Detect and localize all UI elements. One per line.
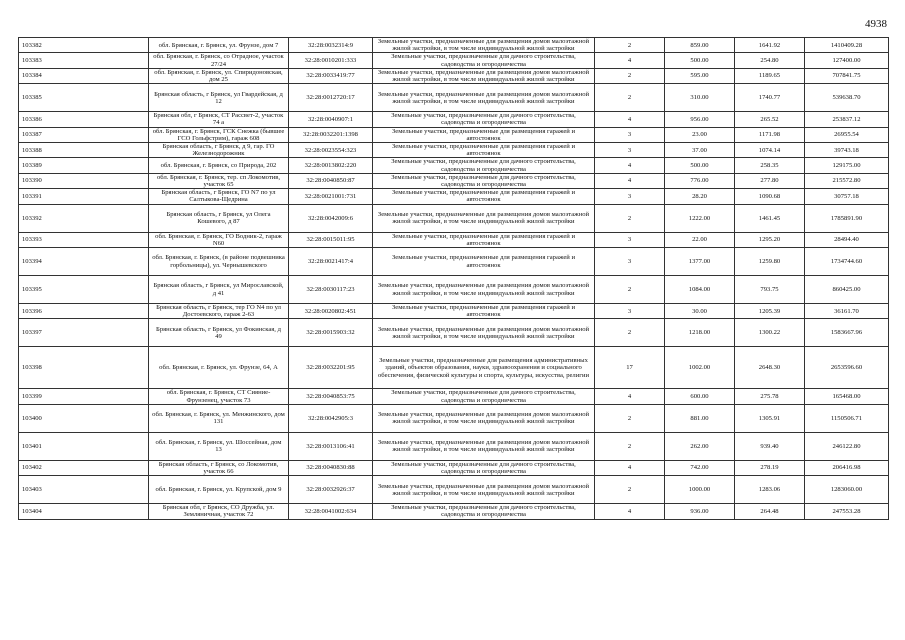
area-cell: 776.00	[665, 173, 735, 188]
specific-value-cell: 277.80	[735, 173, 805, 188]
group-number-cell: 2	[595, 68, 665, 83]
land-use-cell: Земельные участки, предназначенные для размещения гаражей и автостоянок	[373, 304, 595, 319]
area-cell: 37.00	[665, 143, 735, 158]
table-row	[19, 173, 889, 188]
cadastral-number-cell: 32:28:0040830:88	[289, 460, 373, 475]
area-cell: 595.00	[665, 68, 735, 83]
area-cell: 1002.00	[665, 347, 735, 389]
record-id-cell: 103400	[19, 404, 149, 432]
area-cell: 28.20	[665, 189, 735, 204]
table-row	[19, 127, 889, 142]
table-row	[19, 189, 889, 204]
cadastral-number-cell: 32:28:0021417:4	[289, 248, 373, 276]
table-row	[19, 248, 889, 276]
area-cell: 742.00	[665, 460, 735, 475]
cadastral-value-cell: 1785891.90	[805, 204, 889, 232]
specific-value-cell: 793.75	[735, 276, 805, 304]
record-id-cell: 103393	[19, 232, 149, 247]
group-number-cell: 3	[595, 248, 665, 276]
group-number-cell: 2	[595, 84, 665, 112]
address-cell: обл. Брянская, г. Брянск, ул. Фрунзе, 64, А	[149, 347, 289, 389]
group-number-cell: 4	[595, 389, 665, 404]
group-number-cell: 2	[595, 276, 665, 304]
area-cell: 600.00	[665, 389, 735, 404]
record-id-cell: 103394	[19, 248, 149, 276]
record-id-cell: 103402	[19, 460, 149, 475]
land-use-cell: Земельные участки, предназначенные для размещения домов малоэтажной жилой застройки, в том числе индивидуальной жилой застройки	[373, 319, 595, 347]
table-row	[19, 504, 889, 519]
land-use-cell: Земельные участки, предназначенные для размещения гаражей и автостоянок	[373, 127, 595, 142]
specific-value-cell: 1283.06	[735, 476, 805, 504]
cadastral-number-cell: 32:28:0041002:634	[289, 504, 373, 519]
group-number-cell: 4	[595, 460, 665, 475]
specific-value-cell: 1300.22	[735, 319, 805, 347]
land-use-cell: Земельные участки, предназначенные для размещения домов малоэтажной жилой застройки, в том числе индивидуальной жилой застройки	[373, 38, 595, 53]
area-cell: 500.00	[665, 158, 735, 173]
record-id-cell: 103388	[19, 143, 149, 158]
cadastral-value-cell: 246122.80	[805, 432, 889, 460]
cadastral-number-cell: 32:28:0021001:731	[289, 189, 373, 204]
cadastral-value-cell: 860425.00	[805, 276, 889, 304]
cadastral-number-cell: 32:28:0013106:41	[289, 432, 373, 460]
land-use-cell: Земельные участки, предназначенные для дачного строительства, садоводства и огородничества	[373, 389, 595, 404]
land-use-cell: Земельные участки, предназначенные для размещения домов малоэтажной жилой застройки, в том числе индивидуальной жилой застройки	[373, 476, 595, 504]
land-use-cell: Земельные участки, предназначенные для дачного строительства, садоводства и огородничества	[373, 112, 595, 127]
cadastral-value-cell: 1150506.71	[805, 404, 889, 432]
table-row	[19, 38, 889, 53]
specific-value-cell: 939.40	[735, 432, 805, 460]
cadastral-value-cell: 36161.70	[805, 304, 889, 319]
cadastral-value-cell: 28494.40	[805, 232, 889, 247]
group-number-cell: 3	[595, 304, 665, 319]
cadastral-value-cell: 39743.18	[805, 143, 889, 158]
cadastral-number-cell: 32:28:0015903:32	[289, 319, 373, 347]
specific-value-cell: 275.78	[735, 389, 805, 404]
address-cell: Брянская обл, г Брянск, СТ Рассвет-2, участок 74 а	[149, 112, 289, 127]
area-cell: 500.00	[665, 53, 735, 68]
cadastral-value-cell: 129175.00	[805, 158, 889, 173]
specific-value-cell: 258.35	[735, 158, 805, 173]
group-number-cell: 4	[595, 158, 665, 173]
record-id-cell: 103395	[19, 276, 149, 304]
area-cell: 1377.00	[665, 248, 735, 276]
land-use-cell: Земельные участки, предназначенные для дачного строительства, садоводства и огородничества	[373, 53, 595, 68]
group-number-cell: 2	[595, 204, 665, 232]
cadastral-value-cell: 2653596.60	[805, 347, 889, 389]
record-id-cell: 103401	[19, 432, 149, 460]
address-cell: обл. Брянская, г. Брянск, ул. Крупской, дом 9	[149, 476, 289, 504]
specific-value-cell: 1205.39	[735, 304, 805, 319]
land-use-cell: Земельные участки, предназначенные для размещения домов малоэтажной жилой застройки, в том числе индивидуальной жилой застройки	[373, 68, 595, 83]
area-cell: 859.00	[665, 38, 735, 53]
group-number-cell: 3	[595, 232, 665, 247]
record-id-cell: 103392	[19, 204, 149, 232]
area-cell: 1000.00	[665, 476, 735, 504]
record-id-cell: 103389	[19, 158, 149, 173]
cadastral-value-cell: 1583667.96	[805, 319, 889, 347]
cadastral-value-cell: 1283060.00	[805, 476, 889, 504]
specific-value-cell: 1171.98	[735, 127, 805, 142]
table-row	[19, 143, 889, 158]
record-id-cell: 103382	[19, 38, 149, 53]
cadastral-number-cell: 32:28:0042905:3	[289, 404, 373, 432]
group-number-cell: 4	[595, 53, 665, 68]
cadastral-number-cell: 32:28:0040850:87	[289, 173, 373, 188]
specific-value-cell: 1305.91	[735, 404, 805, 432]
record-id-cell: 103404	[19, 504, 149, 519]
address-cell: Брянская область, г Брянск, ул Олега Кошевого, д 87	[149, 204, 289, 232]
record-id-cell: 103398	[19, 347, 149, 389]
area-cell: 1222.00	[665, 204, 735, 232]
table-row	[19, 158, 889, 173]
cadastral-number-cell: 32:28:0012720:17	[289, 84, 373, 112]
address-cell: обл. Брянская, г. Брянск, ул. Фрунзе, дом 7	[149, 38, 289, 53]
land-use-cell: Земельные участки, предназначенные для размещения административных зданий, объектов образования, науки, здравоохранения и социального обеспечения, физической культуры и спорта, культуры, искусства, религии	[373, 347, 595, 389]
land-use-cell: Земельные участки, предназначенные для дачного строительства, садоводства и огородничества	[373, 173, 595, 188]
land-use-cell: Земельные участки, предназначенные для размещения гаражей и автостоянок	[373, 189, 595, 204]
cadastral-value-cell: 1410409.28	[805, 38, 889, 53]
land-use-cell: Земельные участки, предназначенные для размещения гаражей и автостоянок	[373, 143, 595, 158]
table-body	[19, 38, 889, 520]
cadastral-number-cell: 32:28:0033419:77	[289, 68, 373, 83]
specific-value-cell: 1461.45	[735, 204, 805, 232]
area-cell: 1218.00	[665, 319, 735, 347]
area-cell: 936.00	[665, 504, 735, 519]
cadastral-value-cell: 165468.00	[805, 389, 889, 404]
table-row	[19, 476, 889, 504]
cadastral-value-cell: 253837.12	[805, 112, 889, 127]
cadastral-value-cell: 206416.98	[805, 460, 889, 475]
address-cell: обл. Брянская, г. Брянск, со Природа, 202	[149, 158, 289, 173]
group-number-cell: 3	[595, 127, 665, 142]
area-cell: 23.00	[665, 127, 735, 142]
specific-value-cell: 265.52	[735, 112, 805, 127]
group-number-cell: 2	[595, 476, 665, 504]
address-cell: Брянская область, г Брянск, со Локомотив, участок 66	[149, 460, 289, 475]
land-use-cell: Земельные участки, предназначенные для дачного строительства, садоводства и огородничества	[373, 504, 595, 519]
table-row	[19, 404, 889, 432]
specific-value-cell: 1189.65	[735, 68, 805, 83]
table-row	[19, 204, 889, 232]
group-number-cell: 3	[595, 143, 665, 158]
area-cell: 1084.00	[665, 276, 735, 304]
cadastral-value-cell: 26955.54	[805, 127, 889, 142]
group-number-cell: 2	[595, 38, 665, 53]
specific-value-cell: 278.19	[735, 460, 805, 475]
table-row	[19, 460, 889, 475]
specific-value-cell: 1641.92	[735, 38, 805, 53]
address-cell: обл. Брянская, г. Брянск, ГСК Снежка (бывшее ГСО Гольфстрим), гараж 608	[149, 127, 289, 142]
group-number-cell: 3	[595, 189, 665, 204]
address-cell: обл. Брянская, г. Брянск, ГО Водник-2, гараж N60	[149, 232, 289, 247]
group-number-cell: 4	[595, 173, 665, 188]
address-cell: обл. Брянская, г. Брянск, СТ Сияние-Фрунзенец, участок 73	[149, 389, 289, 404]
address-cell: обл. Брянская, г. Брянск, ул. Менжинского, дом 131	[149, 404, 289, 432]
record-id-cell: 103385	[19, 84, 149, 112]
address-cell: Брянская область, г Брянск, ул Фокинская, д 49	[149, 319, 289, 347]
group-number-cell: 2	[595, 432, 665, 460]
specific-value-cell: 1074.14	[735, 143, 805, 158]
table-row	[19, 304, 889, 319]
table-row	[19, 232, 889, 247]
specific-value-cell: 1295.20	[735, 232, 805, 247]
land-use-cell: Земельные участки, предназначенные для размещения гаражей и автостоянок	[373, 248, 595, 276]
area-cell: 262.00	[665, 432, 735, 460]
specific-value-cell: 2648.30	[735, 347, 805, 389]
record-id-cell: 103386	[19, 112, 149, 127]
group-number-cell: 4	[595, 504, 665, 519]
group-number-cell: 17	[595, 347, 665, 389]
cadastral-number-cell: 32:28:0040853:75	[289, 389, 373, 404]
table-row	[19, 112, 889, 127]
area-cell: 881.00	[665, 404, 735, 432]
specific-value-cell: 264.48	[735, 504, 805, 519]
land-use-cell: Земельные участки, предназначенные для дачного строительства, садоводства и огородничества	[373, 158, 595, 173]
group-number-cell: 2	[595, 319, 665, 347]
cadastral-number-cell: 32:28:0032314:9	[289, 38, 373, 53]
land-use-cell: Земельные участки, предназначенные для размещения домов малоэтажной жилой застройки, в том числе индивидуальной жилой застройки	[373, 84, 595, 112]
record-id-cell: 103383	[19, 53, 149, 68]
land-use-cell: Земельные участки, предназначенные для размещения домов малоэтажной жилой застройки, в том числе индивидуальной жилой застройки	[373, 432, 595, 460]
cadastral-number-cell: 32:28:0032201:95	[289, 347, 373, 389]
address-cell: Брянская область, г Брянск, д 9, гар. ГО Железнодорожник	[149, 143, 289, 158]
cadastral-number-cell: 32:28:0015011:95	[289, 232, 373, 247]
table-row	[19, 68, 889, 83]
cadastral-number-cell: 32:28:0040907:1	[289, 112, 373, 127]
address-cell: Брянская обл, г Брянск, СО Дружба, ул. Земляничная, участок 72	[149, 504, 289, 519]
group-number-cell: 4	[595, 112, 665, 127]
address-cell: Брянская область, г Брянск, ул Гвардейская, д 12	[149, 84, 289, 112]
specific-value-cell: 1259.80	[735, 248, 805, 276]
specific-value-cell: 254.80	[735, 53, 805, 68]
address-cell: Брянская область, г Брянск, ГО N7 по ул Салтыкова-Щедрина	[149, 189, 289, 204]
table-row	[19, 84, 889, 112]
page-number: 4938	[865, 18, 887, 30]
record-id-cell: 103391	[19, 189, 149, 204]
cadastral-number-cell: 32:28:0010201:333	[289, 53, 373, 68]
record-id-cell: 103403	[19, 476, 149, 504]
area-cell: 956.00	[665, 112, 735, 127]
area-cell: 22.00	[665, 232, 735, 247]
land-use-cell: Земельные участки, предназначенные для размещения домов малоэтажной жилой застройки, в том числе индивидуальной жилой застройки	[373, 404, 595, 432]
cadastral-number-cell: 32:28:0030117:23	[289, 276, 373, 304]
address-cell: обл. Брянская, г. Брянск, ул. Спиридоновская, дом 25	[149, 68, 289, 83]
table-row	[19, 319, 889, 347]
cadastral-value-cell: 30757.18	[805, 189, 889, 204]
table-row	[19, 389, 889, 404]
cadastral-value-table	[18, 37, 889, 520]
record-id-cell: 103387	[19, 127, 149, 142]
specific-value-cell: 1740.77	[735, 84, 805, 112]
table-row	[19, 53, 889, 68]
cadastral-number-cell: 32:28:0032201:1398	[289, 127, 373, 142]
land-use-cell: Земельные участки, предназначенные для размещения домов малоэтажной жилой застройки, в том числе индивидуальной жилой застройки	[373, 276, 595, 304]
table-row	[19, 276, 889, 304]
address-cell: обл. Брянская, г. Брянск, со Отрадное, участок 27/24	[149, 53, 289, 68]
address-cell: обл. Брянская, г. Брянск, ул. Шоссейная, дом 13	[149, 432, 289, 460]
record-id-cell: 103397	[19, 319, 149, 347]
land-use-cell: Земельные участки, предназначенные для размещения гаражей и автостоянок	[373, 232, 595, 247]
specific-value-cell: 1090.68	[735, 189, 805, 204]
cadastral-value-cell: 539638.70	[805, 84, 889, 112]
table-row	[19, 432, 889, 460]
record-id-cell: 103390	[19, 173, 149, 188]
land-use-cell: Земельные участки, предназначенные для размещения домов малоэтажной жилой застройки, в том числе индивидуальной жилой застройки	[373, 204, 595, 232]
cadastral-number-cell: 32:28:0023554:323	[289, 143, 373, 158]
record-id-cell: 103384	[19, 68, 149, 83]
cadastral-value-cell: 215572.80	[805, 173, 889, 188]
address-cell: Брянская область, г Брянск, ул Мирославской, д 41	[149, 276, 289, 304]
cadastral-number-cell: 32:28:0032926:37	[289, 476, 373, 504]
cadastral-value-cell: 127400.00	[805, 53, 889, 68]
table-row	[19, 347, 889, 389]
cadastral-value-cell: 707841.75	[805, 68, 889, 83]
record-id-cell: 103399	[19, 389, 149, 404]
record-id-cell: 103396	[19, 304, 149, 319]
cadastral-number-cell: 32:28:0042009:6	[289, 204, 373, 232]
land-use-cell: Земельные участки, предназначенные для дачного строительства, садоводства и огородничества	[373, 460, 595, 475]
address-cell: обл. Брянская, г. Брянск, тер. сп Локомотив, участок 65	[149, 173, 289, 188]
address-cell: Брянская область, г Брянск, тер ГО N4 по ул Достоевского, гараж 2-63	[149, 304, 289, 319]
cadastral-number-cell: 32:28:0013802:220	[289, 158, 373, 173]
address-cell: обл. Брянская, г. Брянск, (в районе подвешника горбольницы), ул. Чернышевского	[149, 248, 289, 276]
area-cell: 30.00	[665, 304, 735, 319]
group-number-cell: 2	[595, 404, 665, 432]
area-cell: 310.00	[665, 84, 735, 112]
cadastral-number-cell: 32:28:0020802:451	[289, 304, 373, 319]
cadastral-value-cell: 247553.28	[805, 504, 889, 519]
cadastral-value-cell: 1734744.60	[805, 248, 889, 276]
